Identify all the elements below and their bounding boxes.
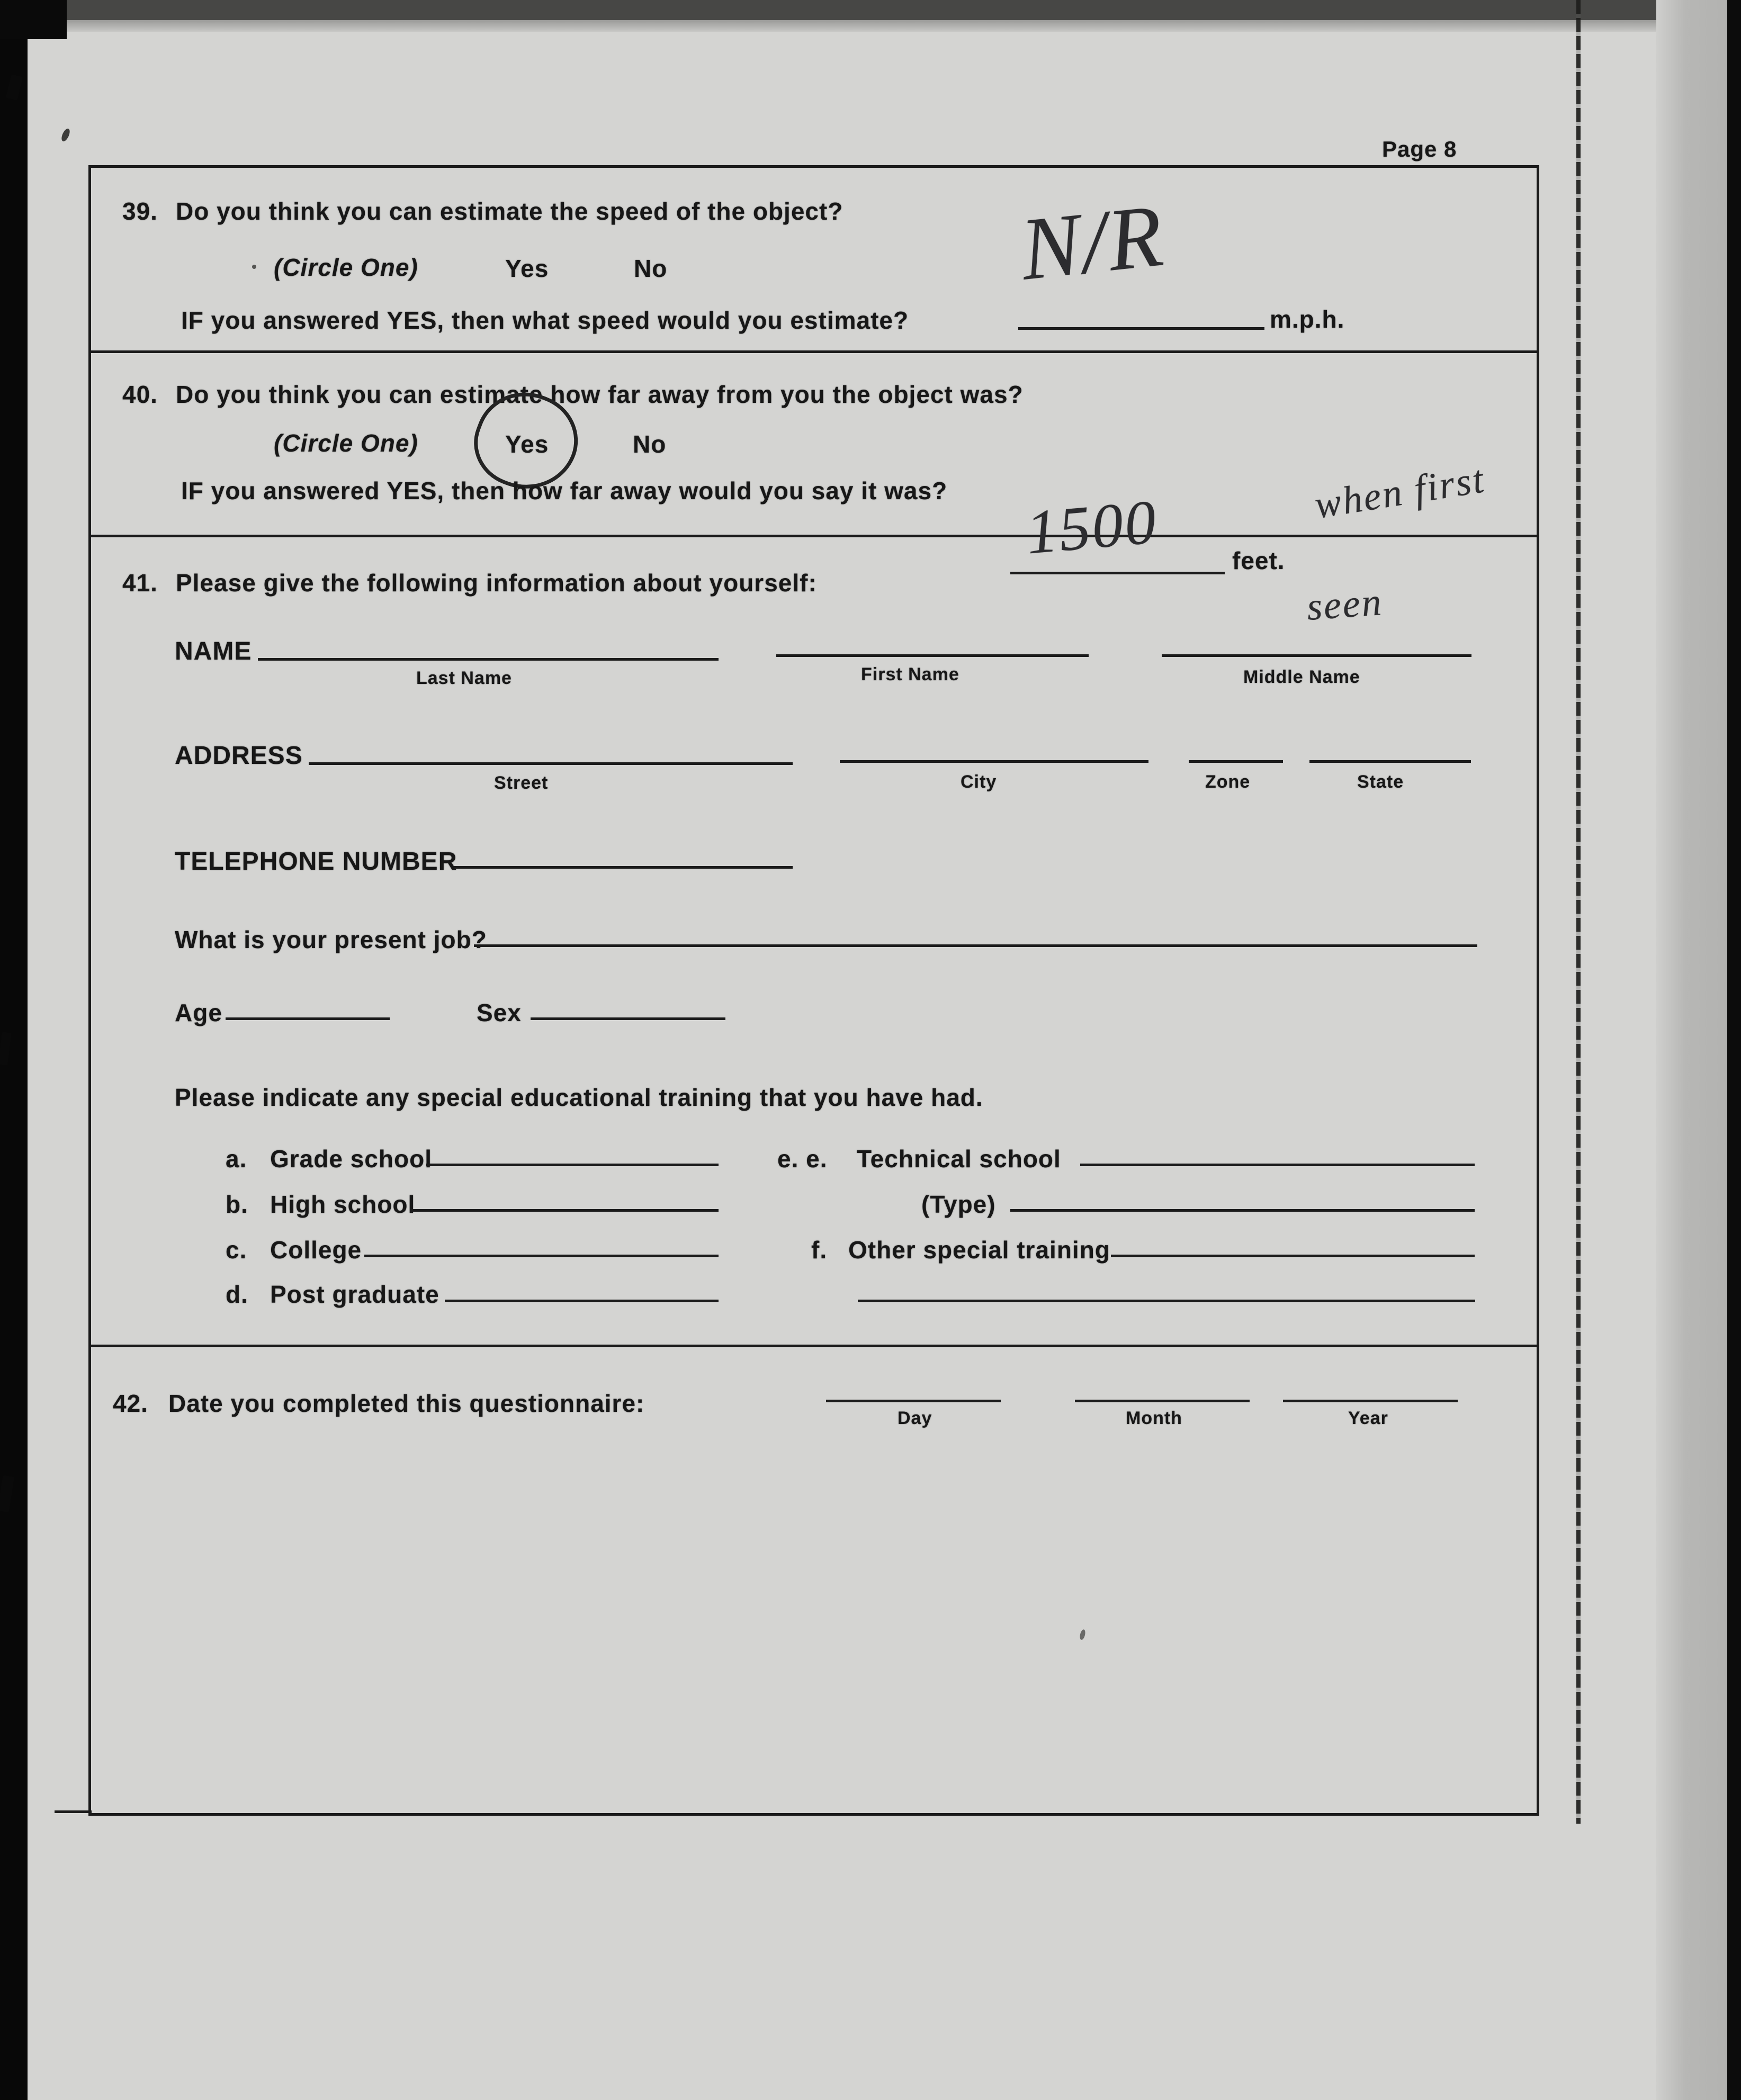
zone-caption: Zone bbox=[1205, 772, 1251, 792]
telephone-blank-line bbox=[454, 866, 793, 869]
edu-f-extra-blank-line bbox=[858, 1300, 1475, 1302]
q40-circle-one-label: (Circle One) bbox=[274, 429, 418, 457]
scan-border-overshoot bbox=[55, 1810, 92, 1813]
edu-b-label: High school bbox=[270, 1191, 416, 1218]
last-name-blank-line bbox=[258, 658, 719, 661]
name-label: NAME bbox=[175, 637, 252, 665]
city-blank-line bbox=[840, 760, 1148, 763]
first-name-caption: First Name bbox=[861, 664, 959, 684]
edu-d-blank-line bbox=[445, 1300, 719, 1302]
month-blank-line bbox=[1075, 1400, 1250, 1402]
scan-edge-right bbox=[1727, 0, 1741, 2100]
q40-distance-blank-line bbox=[1010, 572, 1225, 574]
street-caption: Street bbox=[494, 773, 549, 793]
q39-handwritten-answer: N/R bbox=[1016, 186, 1169, 299]
telephone-label: TELEPHONE NUMBER bbox=[175, 848, 457, 876]
sex-label: Sex bbox=[477, 999, 522, 1026]
edu-c-letter: c. bbox=[226, 1236, 247, 1264]
year-caption: Year bbox=[1348, 1408, 1388, 1428]
edu-f-letter: f. bbox=[811, 1236, 828, 1264]
q41-number: 41. bbox=[122, 569, 158, 597]
job-blank-line bbox=[474, 944, 1477, 947]
q40-number: 40. bbox=[122, 381, 158, 408]
q40-followup: IF you answered YES, then how far away would you say it was? bbox=[181, 477, 948, 504]
day-caption: Day bbox=[898, 1408, 932, 1428]
edu-c-label: College bbox=[270, 1236, 362, 1264]
month-caption: Month bbox=[1126, 1408, 1182, 1428]
first-name-blank-line bbox=[776, 654, 1089, 657]
q42-question: Date you completed this questionnaire: bbox=[168, 1390, 645, 1417]
scan-edge-top bbox=[28, 0, 1741, 20]
q39-option-yes: Yes bbox=[505, 255, 549, 282]
q39-number: 39. bbox=[122, 197, 158, 225]
age-label: Age bbox=[175, 999, 222, 1026]
q39-circle-one-label: (Circle One) bbox=[274, 254, 418, 281]
edu-type-blank-line bbox=[1010, 1209, 1475, 1212]
zone-blank-line bbox=[1189, 760, 1283, 763]
q39-unit-label: m.p.h. bbox=[1270, 305, 1345, 333]
scan-edge-top-fade bbox=[28, 20, 1741, 32]
scan-vertical-line bbox=[1576, 0, 1581, 1824]
edu-d-letter: d. bbox=[226, 1281, 248, 1308]
q39-option-no: No bbox=[634, 255, 668, 282]
q40-option-no: No bbox=[633, 430, 667, 458]
q39-question: Do you think you can estimate the speed of the object? bbox=[176, 197, 843, 225]
q40-handwritten-distance: 1500 bbox=[1023, 486, 1161, 567]
q40-option-yes: Yes bbox=[505, 430, 549, 458]
edu-e-blank-line bbox=[1080, 1164, 1475, 1166]
q40-unit-label: feet. bbox=[1232, 547, 1285, 574]
edu-b-letter: b. bbox=[226, 1191, 248, 1218]
middle-name-blank-line bbox=[1162, 654, 1471, 657]
edu-b-blank-line bbox=[410, 1209, 719, 1212]
day-blank-line bbox=[826, 1400, 1001, 1402]
q39-followup: IF you answered YES, then what speed would you estimate? bbox=[181, 307, 909, 334]
address-label: ADDRESS bbox=[175, 742, 303, 770]
state-caption: State bbox=[1357, 772, 1404, 792]
edu-f-label: Other special training bbox=[848, 1236, 1110, 1264]
year-blank-line bbox=[1283, 1400, 1458, 1402]
education-prompt: Please indicate any special educational training that you have had. bbox=[175, 1084, 983, 1111]
edu-a-label: Grade school bbox=[270, 1145, 432, 1173]
q40-handwritten-note-1: when first bbox=[1312, 457, 1488, 527]
page-number: Page 8 bbox=[1382, 137, 1457, 161]
last-name-caption: Last Name bbox=[416, 668, 512, 688]
q41-question: Please give the following information about yourself: bbox=[176, 569, 817, 597]
edu-a-blank-line bbox=[426, 1164, 719, 1166]
q40-question: Do you think you can estimate how far away from you the object was? bbox=[176, 381, 1024, 408]
middle-name-caption: Middle Name bbox=[1243, 667, 1360, 687]
edu-c-blank-line bbox=[364, 1255, 719, 1257]
scan-corner-black bbox=[0, 0, 67, 39]
job-question: What is your present job? bbox=[175, 926, 487, 953]
state-blank-line bbox=[1309, 760, 1471, 763]
edu-type-label: (Type) bbox=[921, 1191, 996, 1218]
q42-number: 42. bbox=[113, 1390, 148, 1417]
q40-handwritten-note-2: seen bbox=[1305, 580, 1385, 629]
edu-d-label: Post graduate bbox=[270, 1281, 439, 1308]
scan-artifact-comma bbox=[60, 128, 71, 143]
sex-blank-line bbox=[531, 1017, 725, 1020]
city-caption: City bbox=[961, 772, 997, 792]
edu-e-letter: e. e. bbox=[777, 1145, 828, 1173]
age-blank-line bbox=[226, 1017, 390, 1020]
edu-a-letter: a. bbox=[226, 1145, 247, 1173]
edu-f-blank-line bbox=[1111, 1255, 1475, 1257]
edu-e-label: Technical school bbox=[857, 1145, 1061, 1173]
street-blank-line bbox=[309, 762, 793, 765]
q39-speed-blank-line bbox=[1018, 327, 1264, 330]
scan-right-shadow-strip bbox=[1656, 0, 1729, 2100]
